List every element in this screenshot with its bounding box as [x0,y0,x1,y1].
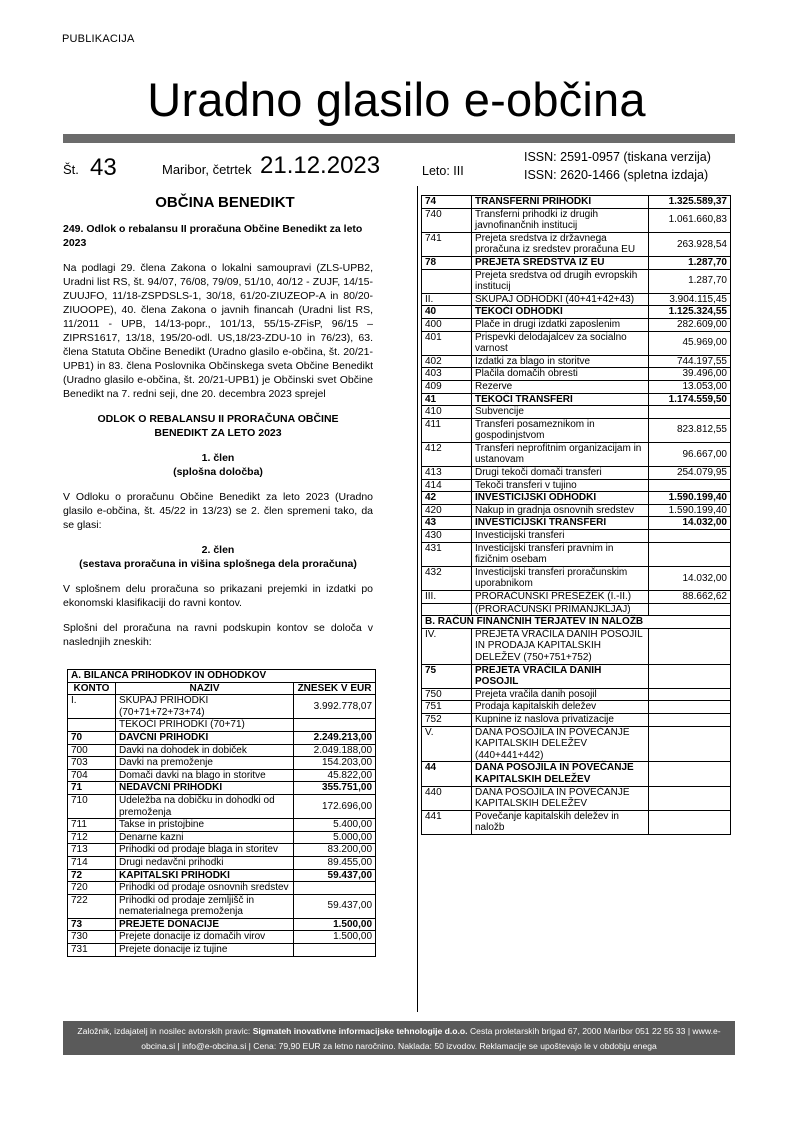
article-2-number: 2. člen [201,544,235,556]
konto-cell: 44 [422,762,472,786]
naziv-cell: INVESTICIJSKI ODHODKI [472,492,649,505]
table-row [422,306,731,319]
naziv-cell: TEKOČI TRANSFERI [472,393,649,406]
konto-cell: 714 [68,856,116,869]
znesek-cell: 1.500,00 [294,918,376,931]
znesek-cell: 1.325.589,37 [649,196,731,209]
naziv-cell: TEKOČI ODHODKI [472,306,649,319]
section-b-row [422,616,731,629]
konto-cell: 74 [422,196,472,209]
znesek-cell: 823.812,55 [649,418,731,442]
naziv-cell: TRANSFERNI PRIHODKI [472,196,649,209]
issue-date: 21.12.2023 [260,152,381,179]
konto-cell: 704 [68,769,116,782]
naziv-cell: DANA POSOJILA IN POVEČANJE KAPITALSKIH DELEŽEV (440+441+442) [472,726,649,762]
konto-cell: 412 [422,442,472,466]
naziv-cell: Drugi tekoči domači transferi [472,467,649,480]
naziv-cell: Izdatki za blago in storitve [472,355,649,368]
znesek-cell: 1.174.559,50 [649,393,731,406]
znesek-cell: 5.400,00 [294,819,376,832]
date-label: Maribor, četrtek [162,162,252,177]
konto-cell: 403 [422,368,472,381]
naziv-cell: Prejeta sredstva iz državnega proračuna iz sredstev proračuna EU [472,232,649,256]
table-row [422,603,731,616]
table-row [68,856,376,869]
naziv-cell: Plačila domačih obresti [472,368,649,381]
masthead-rule [63,134,735,143]
konto-cell: 752 [422,713,472,726]
znesek-cell: 1.590.199,40 [649,504,731,517]
table-row [422,810,731,834]
article-1-number: 1. člen [201,452,235,464]
issue-number: 43 [90,154,117,181]
table-row [68,931,376,944]
table-row [68,757,376,770]
konto-cell: 75 [422,664,472,688]
znesek-cell [294,944,376,957]
konto-cell: 411 [422,418,472,442]
konto-cell: 431 [422,542,472,566]
table-row [422,467,731,480]
konto-cell: III. [422,591,472,604]
naziv-cell: PREJETE DONACIJE [116,918,294,931]
znesek-cell [294,719,376,732]
znesek-cell [649,701,731,714]
left-column [63,196,373,660]
table-row [422,293,731,306]
naziv-cell: Prispevki delodajalcev za socialno varnost [472,331,649,355]
issn-online: ISSN: 2620-1466 (spletna izdaja) [524,168,709,182]
naziv-cell: SKUPAJ ODHODKI (40+41+42+43) [472,293,649,306]
table-row [68,918,376,931]
znesek-cell: 89.455,00 [294,856,376,869]
table-row [422,688,731,701]
table-row [68,782,376,795]
table-row [68,882,376,895]
table-row [68,831,376,844]
naziv-cell: PREJETA VRAČILA DANIH POSOJIL IN PRODAJA KAPITALSKIH DELEŽEV (750+751+752) [472,628,649,664]
table-row [422,726,731,762]
table-row [422,530,731,543]
znesek-cell [649,664,731,688]
znesek-cell: 59.437,00 [294,894,376,918]
konto-cell: 40 [422,306,472,319]
naziv-cell: Povečanje kapitalskih deležev in naložb [472,810,649,834]
naziv-cell: INVESTICIJSKI TRANSFERI [472,517,649,530]
table-row [68,769,376,782]
konto-cell: 414 [422,479,472,492]
balance-table-continued [421,195,731,835]
naziv-cell: Nakup in gradnja osnovnih sredstev [472,504,649,517]
naziv-cell: (PRORAČUNSKI PRIMANJKLJAJ) [472,603,649,616]
konto-cell: 432 [422,566,472,590]
znesek-cell: 355.751,00 [294,782,376,795]
naziv-cell: TEKOČI PRIHODKI (70+71) [116,719,294,732]
article-2-paragraph-2: Splošni del proračuna na ravni podskupin kontov se določa v naslednjih zneskih: [63,622,373,648]
konto-cell: IV. [422,628,472,664]
section-b-title: B. RAČUN FINANČNIH TERJATEV IN NALOŽB [422,616,731,629]
naziv-cell: Prihodki od prodaje osnovnih sredstev [116,882,294,895]
naziv-cell: Kupnine iz naslova privatizacije [472,713,649,726]
znesek-cell: 14.032,00 [649,566,731,590]
znesek-cell: 13.053,00 [649,380,731,393]
konto-cell: 402 [422,355,472,368]
issue-prefix: Št. [63,162,79,177]
znesek-cell: 282.609,00 [649,318,731,331]
znesek-cell: 3.904.115,45 [649,293,731,306]
table-row [422,418,731,442]
konto-cell: 71 [68,782,116,795]
table-row [422,701,731,714]
table-row [422,628,731,664]
table-row [422,318,731,331]
table-row [422,355,731,368]
znesek-cell: 1.061.660,83 [649,208,731,232]
znesek-cell: 3.992.778,07 [294,695,376,719]
col-znesek-header: ZNESEK V EUR [294,682,376,695]
znesek-cell: 254.079,95 [649,467,731,480]
konto-cell: 441 [422,810,472,834]
konto-cell: II. [422,293,472,306]
table-row [68,819,376,832]
konto-cell: 710 [68,794,116,818]
table-row [68,719,376,732]
konto-cell: 73 [68,918,116,931]
table-row [422,762,731,786]
konto-cell [422,603,472,616]
naziv-cell: Tekoči transferi v tujino [472,479,649,492]
konto-cell: 78 [422,256,472,269]
konto-cell: 720 [68,882,116,895]
table-row [422,517,731,530]
znesek-cell [649,628,731,664]
table-row [68,744,376,757]
znesek-cell [649,726,731,762]
naziv-cell: Investicijski transferi [472,530,649,543]
znesek-cell [649,530,731,543]
table-row [422,368,731,381]
konto-cell: 730 [68,931,116,944]
table-row [68,869,376,882]
znesek-cell: 1.125.324,55 [649,306,731,319]
article-1-text: V Odloku o proračunu Občine Benedikt za leto 2023 (Uradno glasilo e-občina, št. 45/22 in 13/23) se 2. člen spremeni tako, da se glasi: [63,491,373,531]
konto-cell: 711 [68,819,116,832]
konto-cell: 72 [68,869,116,882]
znesek-cell: 744.197,55 [649,355,731,368]
naziv-cell: Investicijski transferi proračunskim uporabnikom [472,566,649,590]
konto-cell: 420 [422,504,472,517]
znesek-cell [294,882,376,895]
table-row [422,393,731,406]
znesek-cell: 59.437,00 [294,869,376,882]
naziv-cell: Investicijski transferi pravnim in fizičnim osebam [472,542,649,566]
naziv-cell: PRORAČUNSKI PRESEŽEK (I.-II.) [472,591,649,604]
naziv-cell: Udeležba na dobičku in dohodki od premoženja [116,794,294,818]
table-row [68,844,376,857]
footer-pre: Založnik, izdajatelj in nosilec avtorskih pravic: [77,1026,251,1036]
table-row [422,256,731,269]
table-row [422,504,731,517]
znesek-cell [649,810,731,834]
naziv-cell: DANA POSOJILA IN POVEČANJE KAPITALSKIH DELEŽEV [472,786,649,810]
table-row [422,196,731,209]
naziv-cell: Drugi nedavčni prihodki [116,856,294,869]
znesek-cell: 1.590.199,40 [649,492,731,505]
znesek-cell: 154.203,00 [294,757,376,770]
konto-cell: 740 [422,208,472,232]
naziv-cell: DAVČNI PRIHODKI [116,731,294,744]
konto-cell: 703 [68,757,116,770]
table-row [422,208,731,232]
naziv-cell: Transferni prihodki iz drugih javnofinančnih institucij [472,208,649,232]
znesek-cell: 172.696,00 [294,794,376,818]
naziv-cell: PREJETA VRAČILA DANIH POSOJIL [472,664,649,688]
article-1-title: (splošna določba) [173,466,263,478]
znesek-cell: 1.287,70 [649,269,731,293]
naziv-cell: Rezerve [472,380,649,393]
konto-cell: 700 [68,744,116,757]
konto-cell: 401 [422,331,472,355]
preamble: Na podlagi 29. člena Zakona o lokalni samoupravi (ZLS-UPB2, Uradni list RS, št. 94/07, 76/08, 79/09, 51/10, 40/12 - ZUJF, 14/15-ZUUJFO, 11/18-ZSPDSLS-1, 30/18, 61/20-ZIUZEOP-A in 80/20-ZIUOOPE), 40. člena Zakona o javnih financah (Uradni list RS, 11/2011 - UPB, 14/13-popr., 101/13, 55/15-ZFisP, 96/15 – ZIPRS1617, 13/18, 195/20-odl. US,18/23-ZDU-10 in 76/23), 63. člena Statuta Občine Benedikt (Uradno glasilo e-občina, št. 20/21-UPB1) in 83. člena Poslovnika Občinskega sveta Občine Benedikt (Uradno glasilo e-občina, št. 20/21-UPB1) je Občinski svet Občine Benedikt na 7. redni seji, dne 20. decembra 2023 sprejel [63,262,373,400]
znesek-cell: 45.822,00 [294,769,376,782]
znesek-cell: 14.032,00 [649,517,731,530]
znesek-cell: 45.969,00 [649,331,731,355]
article-2-title: (sestava proračuna in višina splošnega dela proračuna) [79,558,357,570]
konto-cell: 750 [422,688,472,701]
table-row [422,786,731,810]
naziv-cell: Prejeta sredstva od drugih evropskih institucij [472,269,649,293]
znesek-cell: 83.200,00 [294,844,376,857]
balance-table-a [67,669,376,957]
konto-cell: 722 [68,894,116,918]
table-row [422,380,731,393]
konto-cell: 43 [422,517,472,530]
znesek-cell: 5.000,00 [294,831,376,844]
naziv-cell: Transferi posameznikom in gospodinjstvom [472,418,649,442]
naziv-cell: SKUPAJ PRIHODKI (70+71+72+73+74) [116,695,294,719]
konto-cell: 42 [422,492,472,505]
issn-print: ISSN: 2591-0957 (tiskana verzija) [524,150,711,164]
table-row [422,542,731,566]
znesek-cell [649,762,731,786]
naziv-cell: Prejete donacije iz tujine [116,944,294,957]
table-a-title: A. BILANCA PRIHODKOV IN ODHODKOV [68,670,376,683]
table-row [422,664,731,688]
table-row [422,269,731,293]
konto-cell: 400 [422,318,472,331]
org-heading: OBČINA BENEDIKT [155,194,295,211]
column-divider [417,186,418,1012]
naziv-cell: PREJETA SREDSTVA IZ EU [472,256,649,269]
footer-publisher: Sigmateh inovativne informacijske tehnologije d.o.o. [252,1026,468,1036]
znesek-cell: 2.049.188,00 [294,744,376,757]
naziv-cell: Prihodki od prodaje blaga in storitev [116,844,294,857]
naziv-cell: DANA POSOJILA IN POVEČANJE KAPITALSKIH DELEŽEV [472,762,649,786]
table-row [422,442,731,466]
znesek-cell: 263.928,54 [649,232,731,256]
table-row [68,794,376,818]
znesek-cell: 2.249.213,00 [294,731,376,744]
footer-details: Cesta proletarskih brigad 67, 2000 Maribor 051 22 55 33 | www.e-obcina.si | info@e-obcina.si | Cena: 79,90 EUR za letno naročnino. Naklada: 50 izvodov. Reklamacije se upoštevajo le v obdobju enega [141,1026,721,1051]
znesek-cell: 96.667,00 [649,442,731,466]
table-row [68,695,376,719]
konto-cell: 430 [422,530,472,543]
konto-cell: V. [422,726,472,762]
konto-cell: 70 [68,731,116,744]
col-konto-header: KONTO [68,682,116,695]
naziv-cell: Prihodki od prodaje zemljišč in nematerialnega premoženja [116,894,294,918]
znesek-cell: 39.496,00 [649,368,731,381]
znesek-cell [649,542,731,566]
naziv-cell: NEDAVČNI PRIHODKI [116,782,294,795]
table-row [68,944,376,957]
konto-cell: 41 [422,393,472,406]
konto-cell [422,269,472,293]
naziv-cell: Takse in pristojbine [116,819,294,832]
year-label: Leto: III [422,164,464,178]
konto-cell: 713 [68,844,116,857]
konto-cell: 440 [422,786,472,810]
table-row [422,232,731,256]
znesek-cell [649,406,731,419]
article-2-paragraph-1: V splošnem delu proračuna so prikazani prejemki in izdatki po ekonomski klasifikaciji do ravni kontov. [63,583,373,609]
znesek-cell [649,713,731,726]
konto-cell: 413 [422,467,472,480]
table-row [422,406,731,419]
table-row [422,492,731,505]
naziv-cell: Denarne kazni [116,831,294,844]
konto-cell: 751 [422,701,472,714]
issue-bar [63,148,735,186]
znesek-cell [649,603,731,616]
naziv-cell: Davki na dohodek in dobiček [116,744,294,757]
naziv-cell: Davki na premoženje [116,757,294,770]
znesek-cell [649,688,731,701]
masthead-title: Uradno glasilo e-občina [147,73,646,126]
konto-cell: 731 [68,944,116,957]
table-row [422,591,731,604]
table-row [68,894,376,918]
table-row [422,331,731,355]
konto-cell: I. [68,695,116,719]
table-row [422,479,731,492]
konto-cell [68,719,116,732]
konto-cell: 741 [422,232,472,256]
naziv-cell: Prodaja kapitalskih deležev [472,701,649,714]
naziv-cell: Prejeta vračila danih posojil [472,688,649,701]
konto-cell: 410 [422,406,472,419]
naziv-cell: KAPITALSKI PRIHODKI [116,869,294,882]
act-title: ODLOK O REBALANSU II PRORAČUNA OBČINE BENEDIKT ZA LETO 2023 [97,413,339,439]
znesek-cell: 1.287,70 [649,256,731,269]
publisher-footer [63,1021,735,1055]
znesek-cell [649,479,731,492]
naziv-cell: Subvencije [472,406,649,419]
naziv-cell: Domači davki na blago in storitve [116,769,294,782]
table-row [68,731,376,744]
naziv-cell: Transferi neprofitnim organizacijam in ustanovam [472,442,649,466]
table-row [422,713,731,726]
konto-cell: 409 [422,380,472,393]
znesek-cell: 88.662,62 [649,591,731,604]
naziv-cell: Plače in drugi izdatki zaposlenim [472,318,649,331]
znesek-cell: 1.500,00 [294,931,376,944]
document-title: 249. Odlok o rebalansu II proračuna Občine Benedikt za leto 2023 [63,223,363,249]
table-row [422,566,731,590]
col-naziv-header: NAZIV [116,682,294,695]
konto-cell: 712 [68,831,116,844]
publication-label: PUBLIKACIJA [62,33,135,45]
znesek-cell [649,786,731,810]
naziv-cell: Prejete donacije iz domačih virov [116,931,294,944]
